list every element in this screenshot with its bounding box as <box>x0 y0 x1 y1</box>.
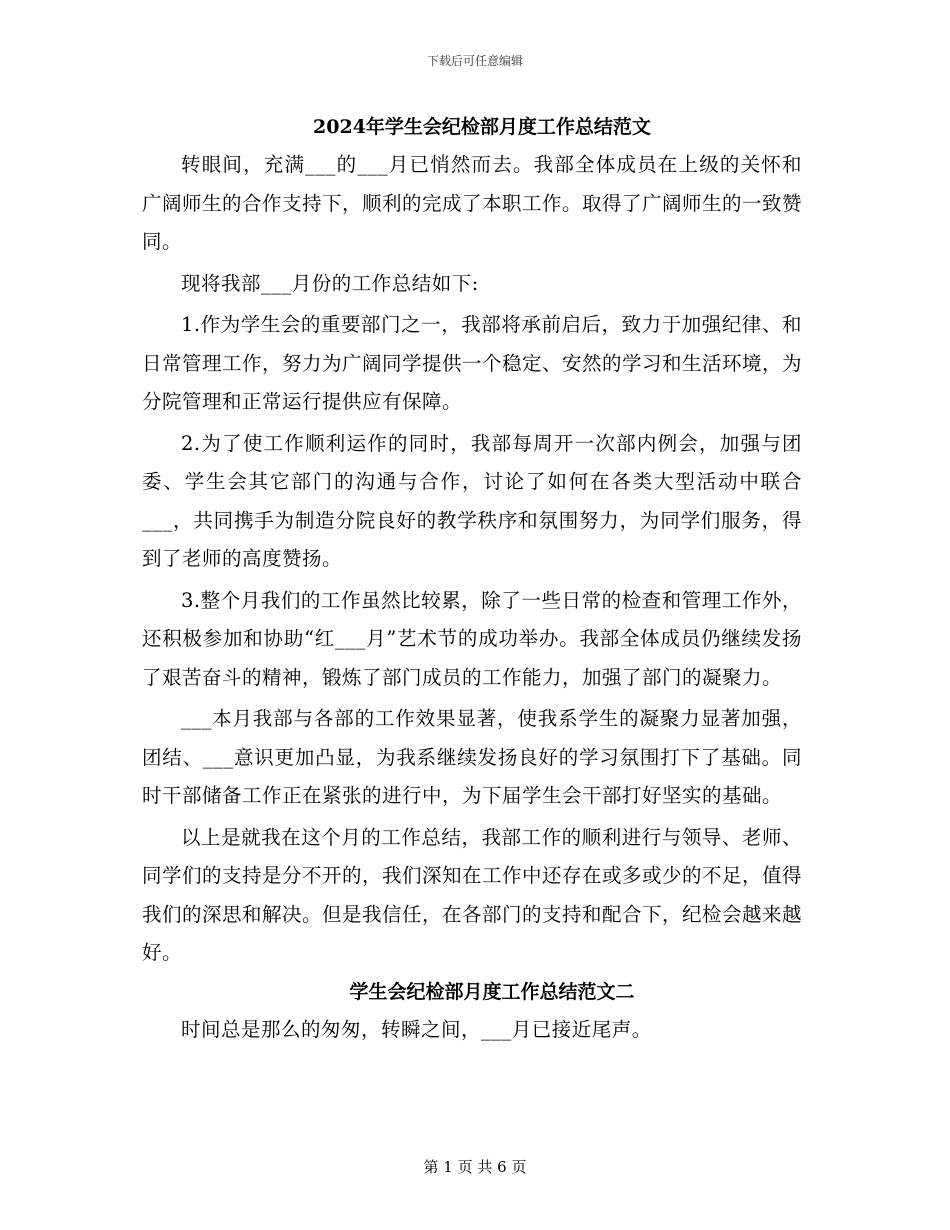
paragraph-item-2: 2.为了使工作顺利运作的同时，我部每周开一次部内例会，加强与团委、学生会其它部门的沟通与合作，讨论了如何在各类大型活动中联合___，共同携手为制造分院良好的教学秩序和氛围努力，为同学们服务，得到了老师的高度赞扬。 <box>142 431 802 570</box>
paragraph-conclusion: 以上是就我在这个月的工作总结，我部工作的顺利进行与领导、老师、同学们的支持是分不开的，我们深知在工作中还存在或多或少的不足，值得我们的深思和解决。但是我信任，在各部门的支持和配合下，纪检会越来越好。 <box>142 825 803 964</box>
document-body <box>142 108 802 1049</box>
document-title: 2024年学生会纪检部月度工作总结范文 <box>313 116 651 138</box>
paragraph-item-3: 3.整个月我们的工作虽然比较累，除了一些日常的检查和管理工作外，还积极参加和协助“红___月”艺术节的成功举办。我部全体成员仍继续发扬了艰苦奋斗的精神，锻炼了部门成员的工作能力，加强了部门的凝聚力。 <box>142 588 802 689</box>
paragraph-results: ___本月我部与各部的工作效果显著，使我系学生的凝聚力显著加强，团结、___意识更加凸显，为我系继续发扬良好的学习氛围打下了基础。同时干部储备工作正在紧张的进行中，为下届学生会干部打好坚实的基础。 <box>142 707 802 807</box>
section-two-title: 学生会纪检部月度工作总结范文二 <box>349 980 635 1003</box>
paragraph-intro: 转眼间，充满___的___月已悄然而去。我部全体成员在上级的关怀和广阔师生的合作支持下，顺利的完成了本职工作。取得了广阔师生的一致赞同。 <box>142 153 803 253</box>
paragraph-item-1: 1.作为学生会的重要部门之一，我部将承前启后，致力于加强纪律、和日常管理工作，努力为广阔同学提供一个稳定、安然的学习和生活环境，为分院管理和正常运行提供应有保障。 <box>142 313 803 413</box>
paragraph-section-two-intro: 时间总是那么的匆匆，转瞬之间，___月已接近尾声。 <box>181 1017 652 1041</box>
paragraph-summary-lead: 现将我部___月份的工作总结如下: <box>181 271 479 295</box>
page-number-footer: 第 1 页 共 6 页 <box>423 1158 527 1176</box>
page-header-note: 下载后可任意编辑 <box>426 54 523 68</box>
